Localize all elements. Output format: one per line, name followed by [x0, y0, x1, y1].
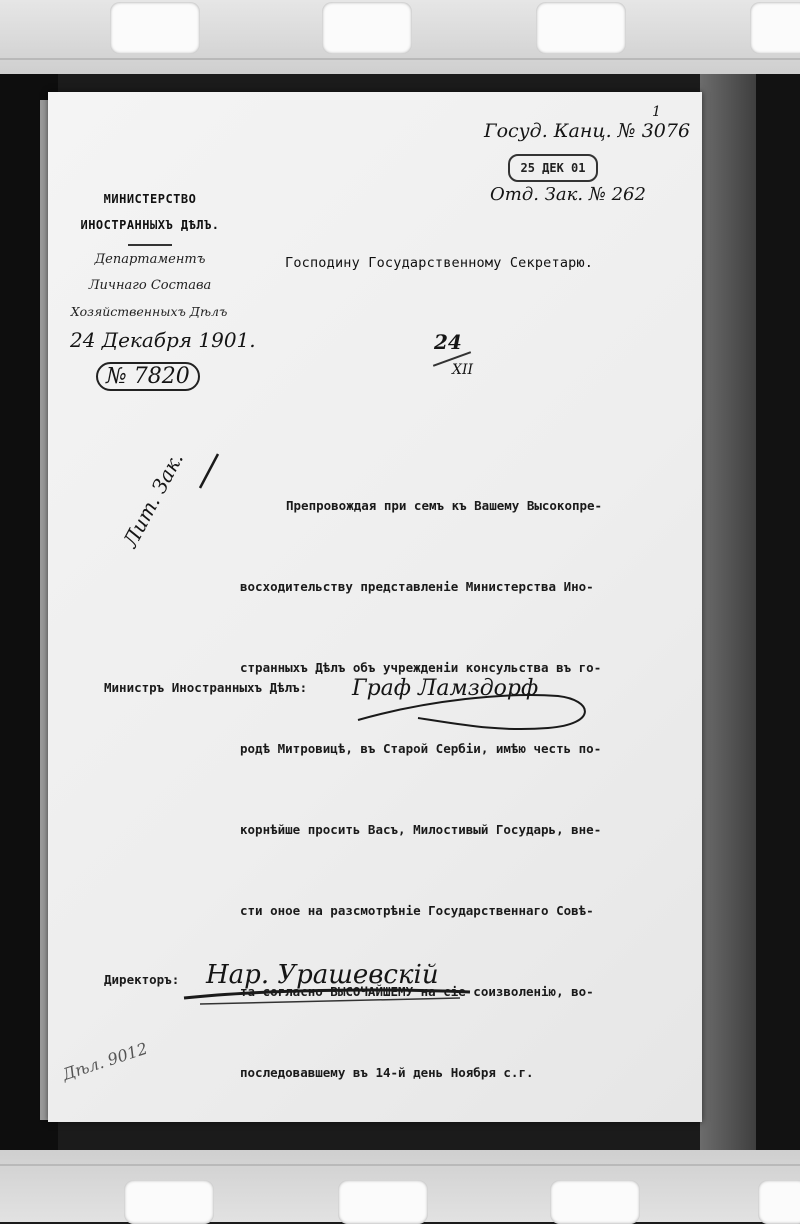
bottom-note: Дѣл. 9012 [60, 1038, 150, 1085]
page-shadow-right [700, 74, 762, 1150]
stamp-line-1: Госуд. Канц. № 3076 [484, 120, 691, 142]
film-line [0, 1164, 800, 1166]
outgoing-number: № 7820 [96, 362, 200, 391]
date-stamp-text: 25 ДЕК 01 [520, 161, 586, 175]
film-border-right [756, 74, 800, 1150]
body-line: странныхъ Дѣлъ объ учрежденіи консульства въ го- [240, 660, 602, 675]
sprocket-hole [124, 1180, 214, 1224]
body-line: Препровождая при семъ къ Вашему Высокопре- [286, 498, 603, 513]
body-line: последовавшему въ 14-й день Ноября с.г. [240, 1065, 534, 1080]
margin-slash-mark [196, 452, 226, 492]
body-line: восходительству представленіе Министерства Ино- [240, 579, 594, 594]
divider [128, 244, 172, 246]
body-line: родѣ Митровицѣ, въ Старой Сербіи, имѣю честь по- [240, 741, 602, 756]
body-line: та согласно ВЫСОЧАЙШЕМУ на сіе соизволенію, во- [240, 984, 594, 999]
sprocket-hole [536, 2, 626, 54]
minister-signature: Граф Ламздорф [352, 676, 539, 701]
body-line: сти оное на разсмотрѣніе Государственнаго Совѣ- [240, 903, 594, 918]
minister-label: Министръ Иностранныхъ Дѣлъ: [104, 680, 308, 695]
department-line-3: Хозяйственныхъ Дѣлъ [70, 304, 228, 319]
sprocket-hole [110, 2, 200, 54]
film-line [0, 58, 800, 60]
sprocket-hole [338, 1180, 428, 1224]
sprocket-hole [750, 2, 800, 54]
ministry-line-2: ИНОСТРАННЫХЪ ДѢЛЪ. [80, 218, 220, 232]
margin-note: Лит. Зак. [118, 448, 188, 552]
sprocket-hole [322, 2, 412, 54]
annotation-number: 24 [434, 330, 462, 354]
film-strip-top [0, 0, 800, 74]
director-signature-flourish [180, 982, 480, 1022]
stamp-line-2: Отд. Зак. № 262 [490, 184, 646, 205]
department-line-2: Личнаго Состава [88, 278, 212, 293]
body-line: корнѣйше просить Васъ, Милостивый Государь, вне- [240, 822, 602, 837]
addressee: Господину Государственному Секретарю. [285, 255, 594, 271]
ministry-line-1: МИНИСТЕРСТВО [103, 192, 197, 206]
margin-mark: 1 [652, 104, 661, 120]
film-strip-bottom [0, 1150, 800, 1222]
outgoing-date: 24 Декабря 1901. [70, 328, 256, 352]
date-stamp [508, 154, 598, 182]
minister-signature-flourish [348, 680, 608, 740]
sprocket-hole [550, 1180, 640, 1224]
sprocket-hole [758, 1180, 800, 1224]
department-line-1: Департаментъ [94, 252, 206, 267]
annotation-sub: XII [452, 362, 474, 378]
director-signature: Нар. Урашевскій [206, 960, 439, 990]
director-label: Директоръ: [104, 972, 180, 987]
